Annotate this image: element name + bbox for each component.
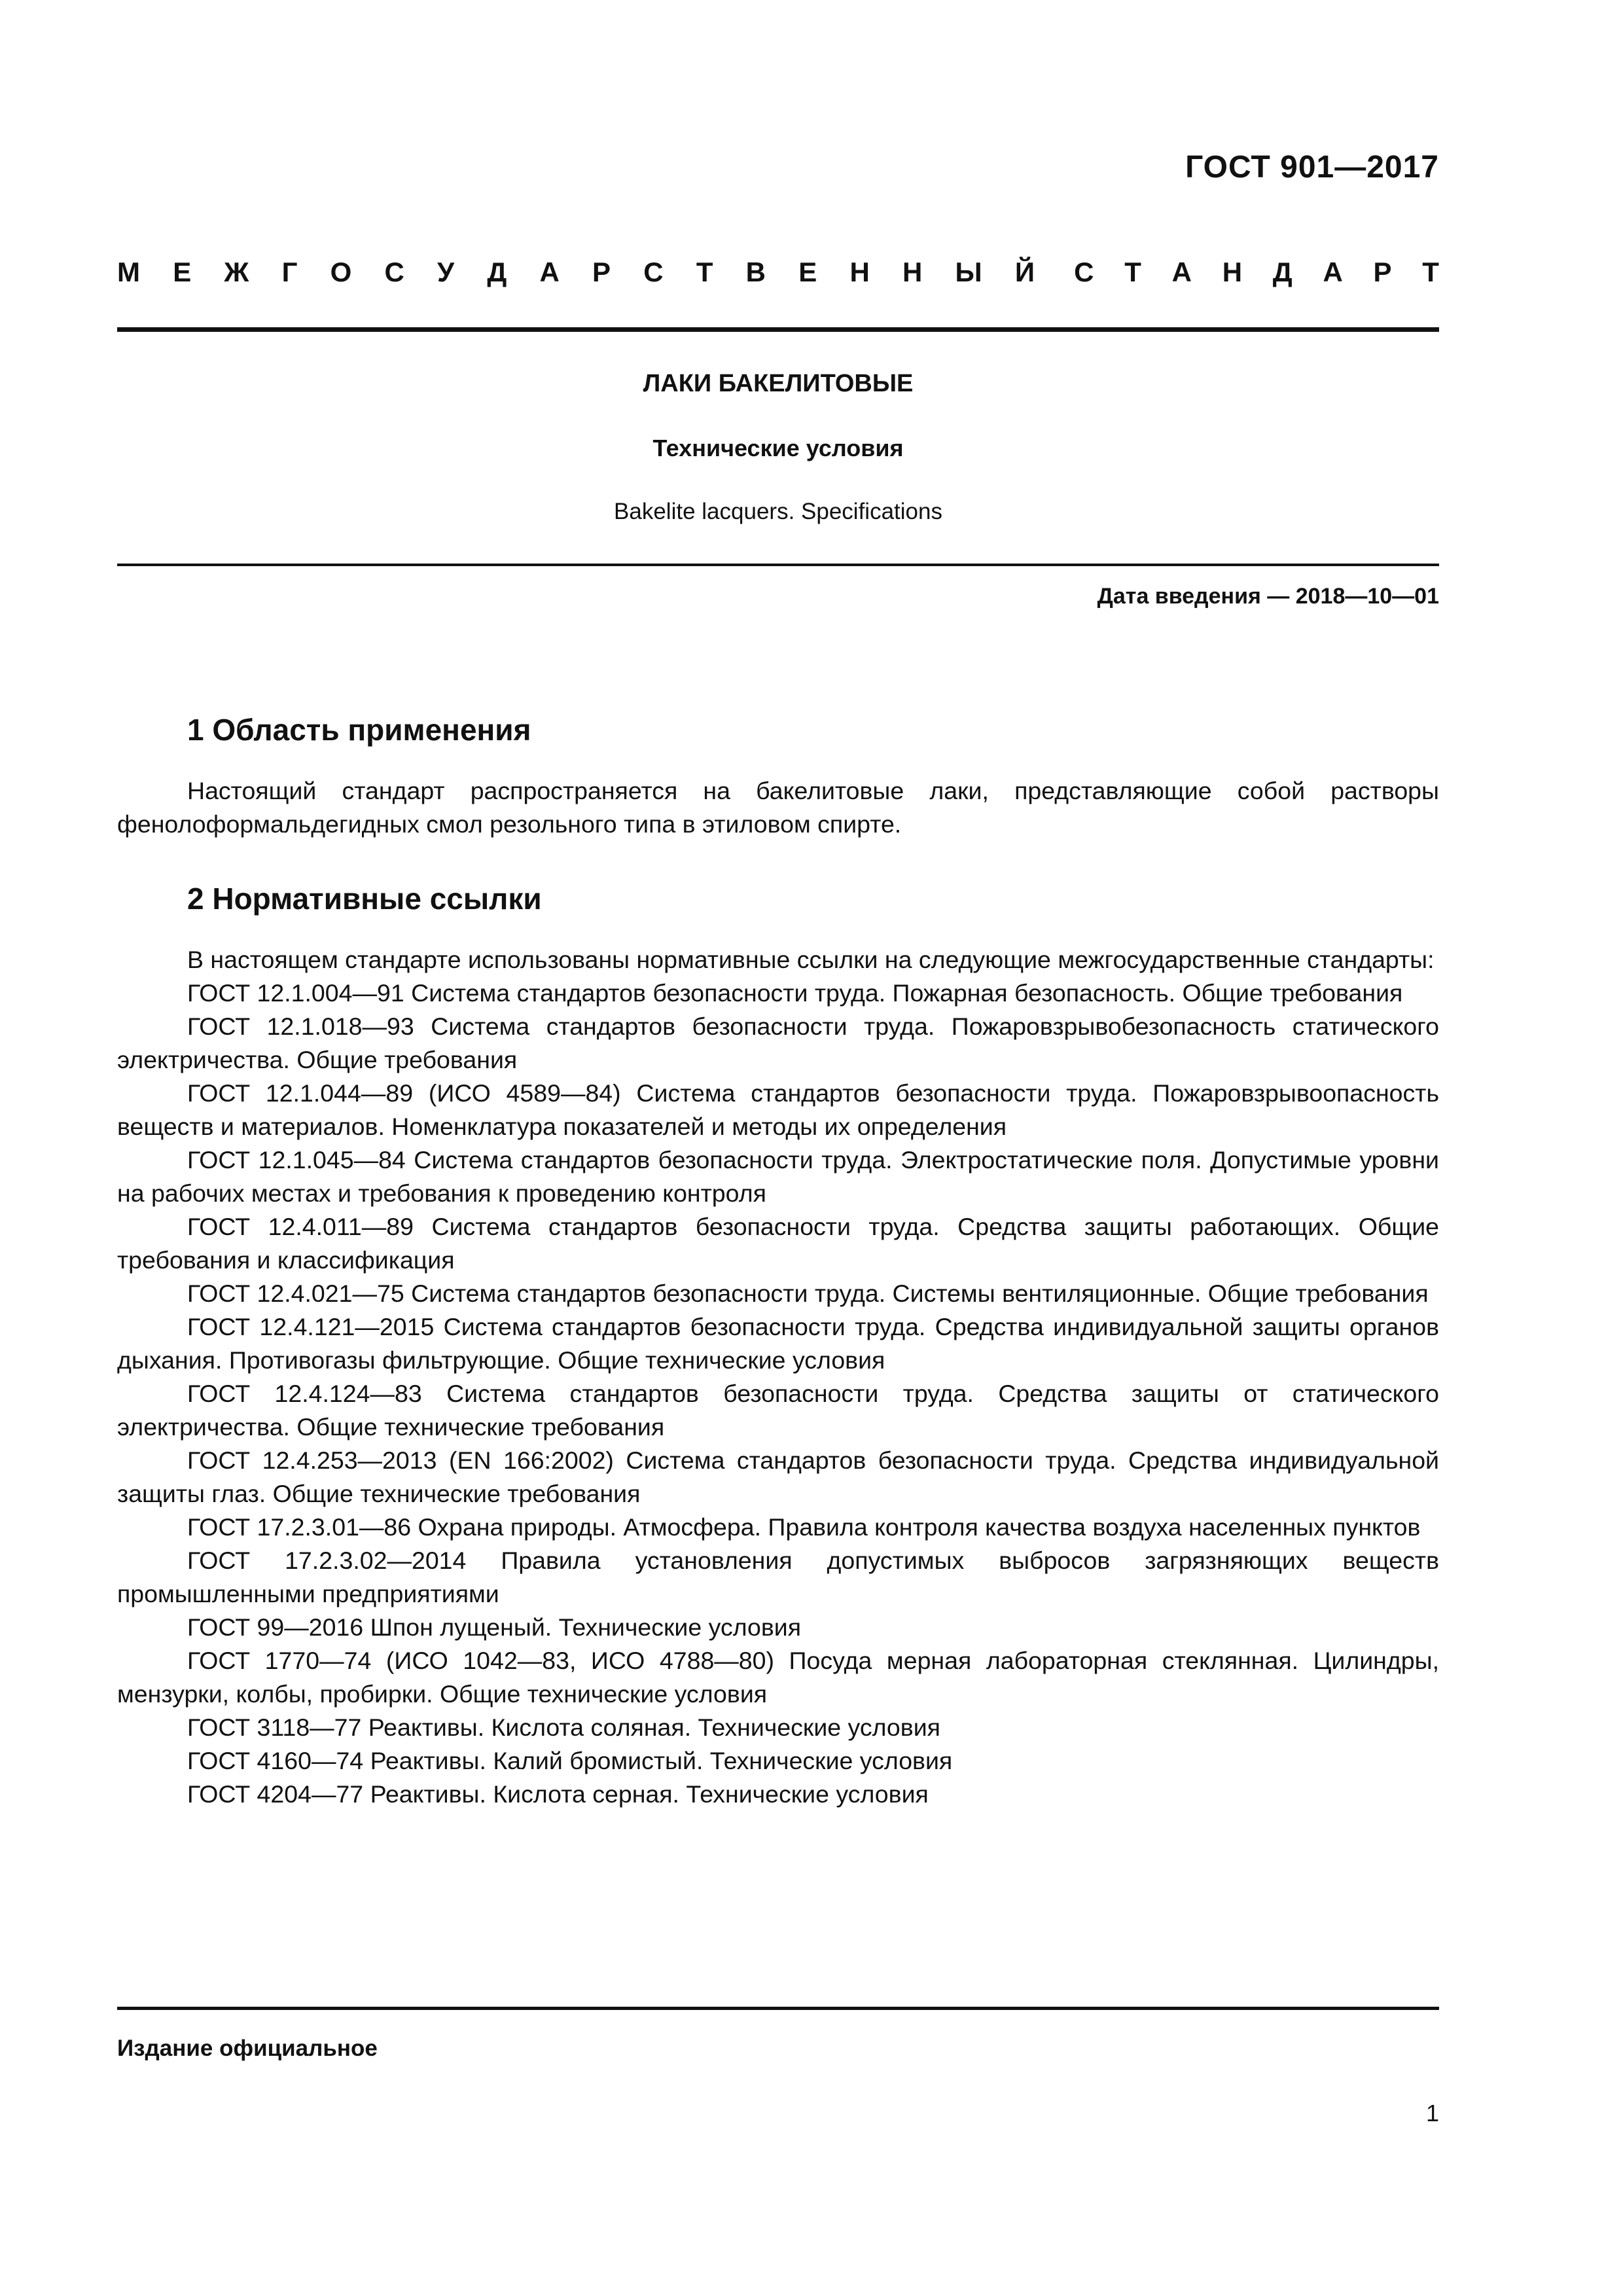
reference-item: ГОСТ 12.1.045—84 Система стандартов безопасности труда. Электростатические поля. Допустимые уровни на рабочих местах и требования к проведению контроля [117,1146,1439,1207]
category-letter: О [330,257,352,287]
category-word-standard [1074,257,1439,288]
introduction-date: Дата введения — 2018—10—01 [1097,584,1439,609]
title-rule [117,564,1439,566]
category-letter: А [539,257,560,287]
official-edition-label: Издание официальное [117,2036,378,2061]
section-1-heading: 1 Область применения [187,713,531,747]
reference-item: ГОСТ 12.1.004—91 Система стандартов безопасности труда. Пожарная безопасность. Общие требования [187,979,1403,1007]
category-letter: Е [798,257,817,287]
reference-item: ГОСТ 4160—74 Реактивы. Калий бромистый. Технические условия [187,1747,953,1774]
category-letter: М [117,257,140,287]
reference-item: ГОСТ 17.2.3.02—2014 Правила установления допустимых выбросов загрязняющих веществ промышленными предприятиями [117,1547,1439,1607]
references-intro: В настоящем стандарте использованы нормативные ссылки на следующие межгосударственные стандарты: [187,946,1435,973]
category-letter: Н [902,257,923,287]
category-letter: Н [849,257,870,287]
reference-item: ГОСТ 12.4.124—83 Система стандартов безопасности труда. Средства защиты от статического электричества. Общие технические требования [117,1380,1439,1441]
document-title-english: Bakelite lacquers. Specifications [614,499,942,524]
category-letter: Т [696,257,713,287]
reference-item: ГОСТ 17.2.3.01—86 Охрана природы. Атмосфера. Правила контроля качества воздуха населенных пунктов [187,1513,1421,1541]
category-letter: Т [1422,257,1439,287]
category-letter: Е [173,257,192,287]
category-letter: Й [1014,257,1035,287]
category-letter: У [437,257,455,287]
reference-item: ГОСТ 12.1.044—89 (ИСО 4589—84) Система стандартов безопасности труда. Пожаровзрывоопасность веществ и материалов. Номенклатура показателей и методы их определения [117,1079,1439,1140]
category-letter: А [1323,257,1343,287]
section-1-body [117,774,1439,841]
category-letter: В [745,257,766,287]
standard-category-heading [117,257,1439,288]
category-letter: Н [1222,257,1243,287]
category-letter: Р [592,257,611,287]
category-letter: С [1074,257,1094,287]
document-subtitle: Технические условия [652,435,904,461]
reference-item: ГОСТ 12.4.021—75 Система стандартов безопасности труда. Системы вентиляционные. Общие требования [187,1280,1429,1307]
category-letter: Р [1373,257,1392,287]
scope-paragraph: Настоящий стандарт распространяется на бакелитовые лаки, представляющие собой растворы фенолоформальдегидных смол резольного типа в этиловом спирте. [117,777,1439,838]
category-letter: Ж [224,257,249,287]
category-letter: Ы [955,257,982,287]
reference-item: ГОСТ 12.4.011—89 Система стандартов безопасности труда. Средства защиты работающих. Общие требования и классификация [117,1213,1439,1274]
header-rule [117,327,1439,332]
footer-rule [117,2007,1439,2010]
reference-item: ГОСТ 99—2016 Шпон лущеный. Технические условия [187,1613,802,1641]
category-letter: С [384,257,404,287]
reference-item: ГОСТ 12.1.018—93 Система стандартов безопасности труда. Пожаровзрывобезопасность статического электричества. Общие требования [117,1013,1439,1073]
category-word-interstate [117,257,1035,288]
reference-item: ГОСТ 12.4.253—2013 (EN 166:2002) Система стандартов безопасности труда. Средства индивидуальной защиты глаз. Общие технические требования [117,1446,1439,1507]
section-2-body [117,943,1439,1811]
category-letter: С [643,257,664,287]
reference-item: ГОСТ 3118—77 Реактивы. Кислота соляная. Технические условия [187,1713,940,1741]
section-2-heading: 2 Нормативные ссылки [187,882,542,916]
category-letter: А [1171,257,1192,287]
category-letter: Д [1272,257,1293,287]
category-letter: Г [281,257,298,287]
category-letter: Т [1124,257,1141,287]
document-title: ЛАКИ БАКЕЛИТОВЫЕ [643,370,914,397]
reference-item: ГОСТ 12.4.121—2015 Система стандартов безопасности труда. Средства индивидуальной защиты органов дыхания. Противогазы фильтрующие. Общие технические условия [117,1313,1439,1374]
category-gap [1035,257,1074,288]
page-number: 1 [1425,2100,1439,2126]
standard-number: ГОСТ 901—2017 [1185,150,1439,185]
reference-item: ГОСТ 4204—77 Реактивы. Кислота серная. Технические условия [187,1780,929,1808]
reference-item: ГОСТ 1770—74 (ИСО 1042—83, ИСО 4788—80) Посуда мерная лабораторная стеклянная. Цилиндры, мензурки, колбы, пробирки. Общие технические условия [117,1647,1439,1708]
category-letter: Д [487,257,507,287]
